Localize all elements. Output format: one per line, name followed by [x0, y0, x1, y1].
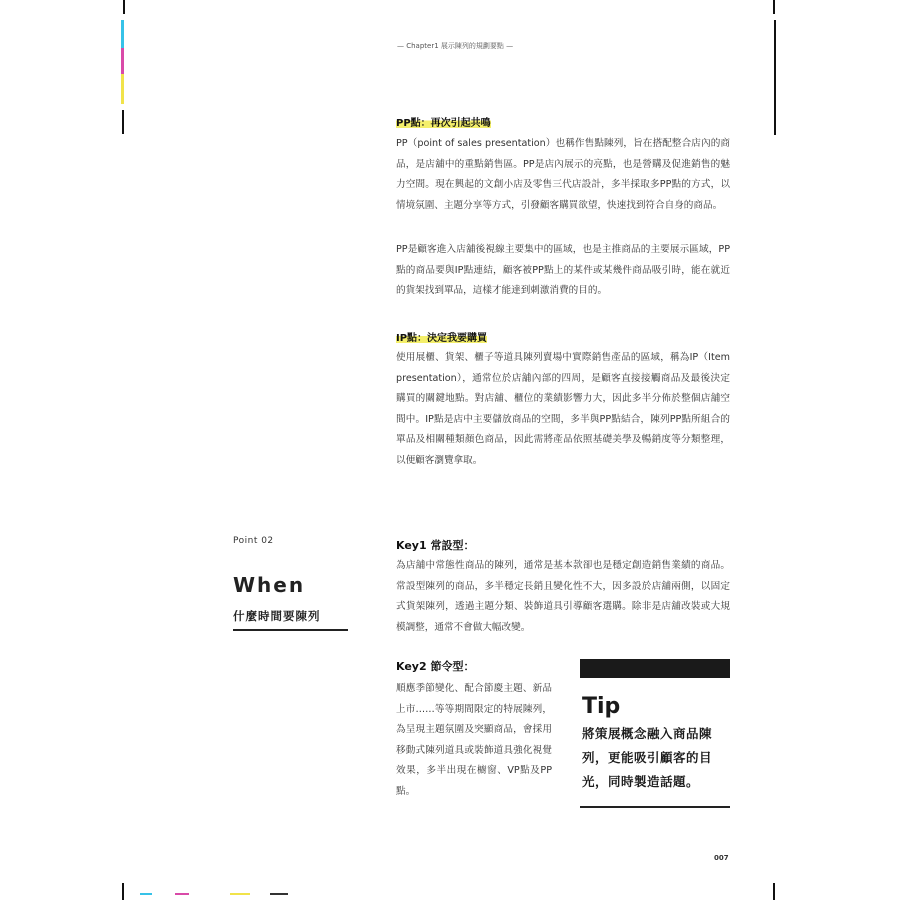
crop-mark: [122, 110, 124, 134]
tip-body: 將策展概念融入商品陳列，更能吸引顧客的目光，同時製造話題。: [582, 726, 713, 789]
when-heading: When: [233, 573, 306, 597]
pp-paragraph-2: [396, 240, 730, 302]
key1-paragraph-text: 為店舖中常態性商品的陳列，通常是基本款卻也是穩定創造銷售業績的商品。常設型陳列的商品，多半穩定長銷且變化性不大，因多設於店舖兩側，以固定式貨架陳列，透過主題分類、裝飾道具引導顧客選購。除非是店舖改裝或大規模調整，通常不會做大幅改變。: [396, 560, 730, 633]
ip-paragraph: [396, 348, 730, 471]
pp-paragraph-2-text: PP是顧客進入店舖後視線主要集中的區域，也是主推商品的主要展示區域，PP點的商品要與IP點連結，顧客被PP點上的某件或某幾件商品吸引時，能在就近的貨架找到單品，這樣才能達到刺激消費的目的。: [396, 244, 730, 296]
color-registration-bar: [121, 74, 124, 104]
tip-header-bar: [580, 659, 730, 678]
ip-section-title-wrap: [396, 326, 487, 345]
when-subheading: 什麼時間要陳列: [233, 609, 321, 623]
pp-paragraph-1-text: PP（point of sales presentation）也稱作售點陳列，旨在搭配整合店內的商品，是店舖中的重點銷售區。PP是店內展示的亮點，也是營購及促進銷售的魅力空間。現在興起的文創小店及零售三代店設計，多半採取多PP點的方式，以情境氛圍、主題分享等方式，引發顧客購買欲望，快速找到符合自身的商品。: [396, 138, 730, 211]
tip-title: Tip: [582, 694, 621, 719]
page-number: 007: [714, 854, 729, 862]
color-registration-bar: [121, 48, 124, 74]
crop-mark: [123, 0, 125, 14]
key1-paragraph: [396, 556, 730, 638]
key2-paragraph: [396, 679, 552, 802]
when-divider: [233, 629, 348, 631]
crop-mark: [773, 883, 775, 900]
crop-mark: [773, 0, 775, 14]
crop-mark: [774, 20, 776, 135]
key2-title: Key2 節令型：: [396, 660, 475, 673]
tip-divider: [580, 806, 730, 808]
pp-paragraph-1: [396, 134, 730, 216]
running-head: — Chapter1 展示陳列的規劃要點 —: [397, 42, 514, 50]
pp-section-title: PP點：再次引起共鳴: [396, 114, 491, 129]
key2-paragraph-text: 順應季節變化、配合節慶主題、新品上市……等等期間限定的特展陳列，為呈現主題氛圍及突顯商品，會採用移動式陳列道具或裝飾道具強化視覺效果，多半出現在櫥窗、VP點及PP點。: [396, 683, 552, 797]
ip-paragraph-text: 使用展櫃、貨架、櫃子等道具陳列賣場中實際銷售產品的區域，稱為IP（Item presentation），通常位於店舖內部的四周，是顧客直接接觸商品及最後決定購買的關鍵地點。對店舖、櫃位的業績影響力大，因此多半分佈於整個店舖空間中。IP點是店中主要儲放商品的空間，多半與PP點結合，陳列PP點所組合的單品及相關種類顏色商品，因此需將產品依照基礎美學及暢銷度等分類整理，以便顧客瀏覽拿取。: [396, 352, 730, 466]
point-label: Point 02: [233, 536, 274, 546]
color-registration-bar: [121, 20, 124, 48]
key1-title: Key1 常設型：: [396, 539, 475, 552]
pp-section-title-wrap: [396, 111, 491, 130]
ip-section-title: IP點：決定我要購買: [396, 329, 487, 344]
crop-mark: [122, 883, 124, 900]
